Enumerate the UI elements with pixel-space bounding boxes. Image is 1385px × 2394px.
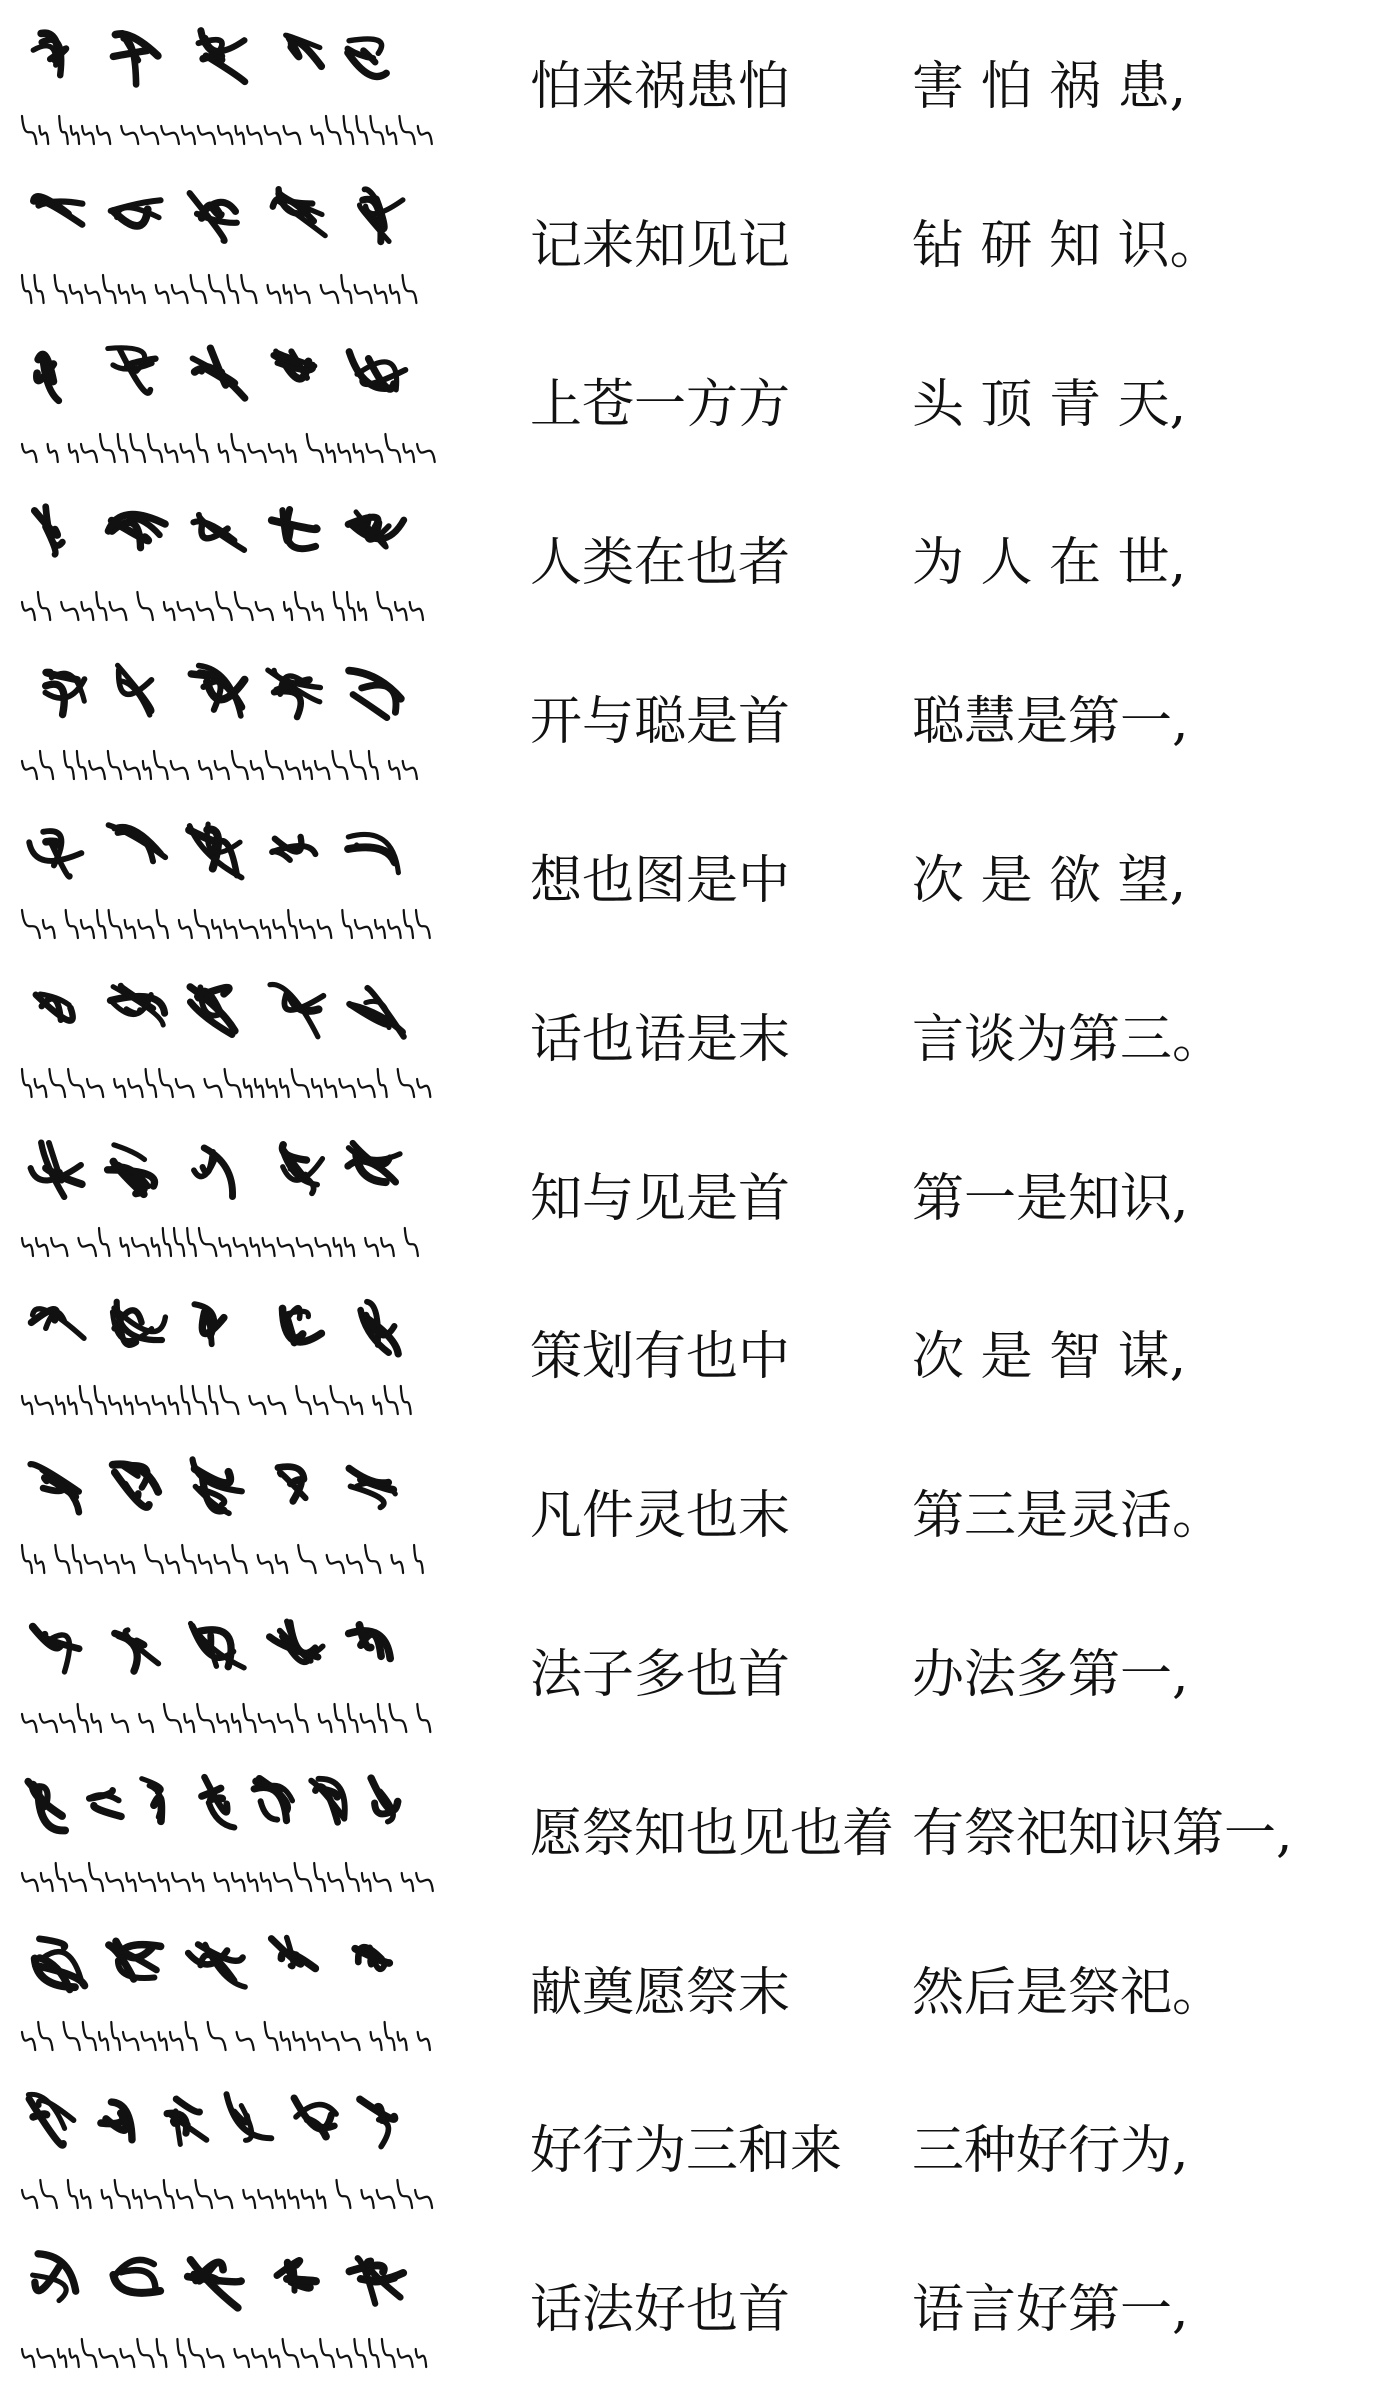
text-row [0,12,1385,171]
script-glyph [272,510,317,549]
script-glyph [272,837,315,860]
script-handwriting [18,179,438,319]
original-text: 法子多也首 [530,1644,791,1705]
script-glyph [348,834,398,872]
script-glyph [188,1944,245,1987]
script-glyph [278,1467,306,1501]
script-handwriting [18,1132,438,1272]
script-phonetic-line [22,275,416,303]
text-row [0,1282,1385,1441]
script-glyph [198,31,245,82]
script-phonetic-line [22,2339,426,2367]
translation-text: 第一是知识, [912,1168,1189,1229]
translation-text: 次 是 智 谋, [912,1327,1187,1388]
script-glyph [282,1144,322,1193]
script-glyph [31,1464,79,1512]
translation-text: 聪慧是第一, [912,692,1189,753]
script-handwriting [18,1926,438,2066]
script-handwriting [18,20,438,160]
script-glyph [31,1142,82,1196]
script-glyph [113,2260,160,2293]
translation-text: 三种好行为, [912,2121,1189,2182]
script-glyph [350,2258,404,2304]
original-text: 怕来祸患怕 [530,57,791,117]
script-glyph [110,985,164,1024]
text-row [0,2076,1385,2235]
script-handwriting [18,2084,438,2224]
script-glyph [167,2099,206,2144]
script-glyph [349,351,405,389]
text-row [0,1441,1385,1600]
translation-text: 第三是灵活。 [912,1486,1225,1547]
script-glyph [142,1778,162,1821]
script-handwriting [18,338,438,478]
script-phonetic-line [22,1704,430,1732]
translation-text: 办法多第一, [912,1644,1189,1705]
script-glyph [190,987,235,1035]
script-glyph [108,515,165,548]
script-glyph [349,1625,391,1659]
script-glyph [283,1308,322,1343]
script-glyph [195,1305,224,1345]
script-glyph [36,994,73,1020]
original-text: 人类在也者 [530,533,791,594]
script-handwriting [18,1449,438,1589]
script-glyph [115,1630,159,1671]
original-text: 好行为三和来 [530,2121,843,2182]
script-glyph [294,2098,336,2137]
script-handwriting [18,814,438,954]
script-glyph [113,1465,159,1508]
text-rows [0,12,1385,2394]
script-handwriting [18,973,438,1113]
text-row [0,330,1385,489]
script-glyph [360,2100,395,2147]
text-row [0,647,1385,806]
script-phonetic-line [22,2022,430,2050]
text-row [0,1918,1385,2077]
script-glyph [108,1144,155,1193]
script-glyph [273,189,325,236]
script-glyph [193,348,245,398]
text-row [0,806,1385,965]
script-glyph [270,984,323,1036]
script-glyph [101,2102,132,2140]
script-glyph [33,33,66,75]
script-glyph [35,507,63,555]
original-text: 上苍一方方 [530,374,791,435]
script-glyph [348,512,404,547]
script-glyph [28,2095,73,2146]
script-glyph [108,347,156,392]
script-handwriting [18,1608,438,1748]
script-glyph [111,200,161,226]
script-glyph [227,2095,272,2141]
script-glyph [268,670,321,717]
script-glyph [349,988,403,1037]
script-glyph [193,515,244,550]
script-handwriting [18,655,438,795]
translation-text: 头 顶 青 天, [912,374,1187,435]
text-row [0,2235,1385,2394]
script-glyph [371,1778,398,1822]
translation-text: 钻 研 知 识。 [912,215,1222,276]
script-phonetic-line [22,1545,423,1573]
script-glyph [191,666,244,716]
original-text: 话也语是末 [530,1009,791,1070]
translation-text: 次 是 欲 望, [912,850,1187,911]
text-row [0,965,1385,1124]
script-phonetic-line [22,592,423,620]
text-row [0,171,1385,330]
original-text: 策划有也中 [530,1327,791,1388]
translation-text: 为 人 在 世, [912,533,1187,594]
script-phonetic-line [22,116,432,144]
script-glyph [35,1938,85,1989]
script-glyph [118,665,152,715]
original-text: 想也图是中 [530,850,791,911]
script-glyph [34,196,83,224]
text-row [0,1124,1385,1283]
script-glyph [361,1302,399,1354]
original-text: 开与聪是首 [530,692,791,753]
translation-text: 语言好第一, [912,2280,1189,2341]
script-glyph [33,1627,79,1672]
script-glyph [271,1937,315,1968]
script-glyph [31,1309,84,1339]
script-glyph [202,1777,235,1827]
script-glyph [189,824,242,878]
text-row [0,1759,1385,1918]
script-handwriting [18,1767,438,1907]
script-glyph [28,1781,65,1830]
script-glyph [194,1147,233,1196]
script-phonetic-line [22,1386,411,1414]
script-glyph [311,1779,344,1823]
script-glyph [109,1941,161,1979]
original-text: 献奠愿祭末 [530,1962,791,2023]
script-handwriting [18,2243,438,2383]
translation-text: 有祭祀知识第一, [912,1803,1293,1864]
script-glyph [33,2254,76,2301]
script-glyph [355,1947,389,1969]
script-phonetic-line [22,1228,418,1256]
original-text: 话法好也首 [530,2280,791,2341]
script-glyph [349,671,401,718]
script-glyph [359,189,402,241]
script-glyph [37,354,59,400]
script-phonetic-line [22,751,417,779]
script-glyph [45,672,84,714]
script-glyph [274,351,315,379]
translation-text: 害 怕 祸 患, [912,57,1187,117]
script-glyph [277,2261,316,2291]
script-handwriting [18,496,438,636]
script-glyph [349,1469,395,1508]
script-phonetic-line [22,910,430,938]
script-glyph [29,831,81,877]
original-text: 凡件灵也末 [530,1486,791,1547]
script-glyph [193,1460,242,1514]
original-text: 愿祭知也见也着 [530,1803,895,1864]
translation-text: 然后是祭祀。 [912,1962,1225,2023]
script-phonetic-line [22,1069,430,1097]
script-glyph [112,1302,165,1345]
translation-text: 言谈为第三。 [912,1009,1225,1070]
script-glyph [254,1778,292,1820]
script-glyph [191,1623,245,1667]
script-glyph [190,193,237,241]
script-glyph [348,39,387,77]
text-row [0,1600,1385,1759]
script-phonetic-line [22,434,435,462]
script-handwriting [18,1290,438,1430]
script-phonetic-line [22,2180,432,2208]
script-glyph [270,1621,323,1662]
script-glyph [286,35,322,66]
script-phonetic-line [22,1863,433,1891]
script-glyph [348,1143,400,1182]
script-glyph [113,33,158,84]
script-glyph [188,2260,241,2308]
original-text: 知与见是首 [530,1168,791,1229]
original-text: 记来知见记 [530,215,791,276]
text-row [0,488,1385,647]
script-glyph [89,1790,121,1816]
script-glyph [109,825,166,861]
